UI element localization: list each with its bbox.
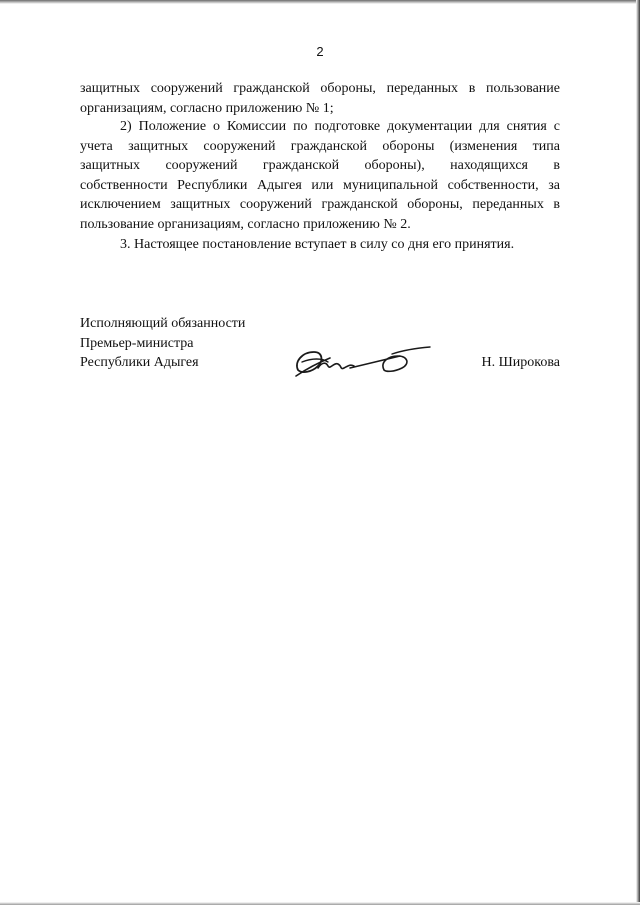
signatory-name: Н. Широкова (481, 355, 560, 370)
text-line: пользование организациям, согласно приложению № 2. (80, 216, 411, 232)
scan-edge-top (0, 0, 640, 4)
text-line: учета защитных сооружений гражданской обороны (изменения типа (80, 138, 560, 154)
text-line: 3. Настоящее постановление вступает в силу со дня его принятия. (120, 237, 515, 252)
text-line: 2) Положение о Комиссии по подготовке документации для снятия с (120, 119, 560, 134)
text-line: собственности Республики Адыгея или муниципальной собственности, за (80, 177, 560, 193)
paragraph-continuation (80, 79, 560, 118)
signatory-title-line: Исполняющий обязанности (80, 316, 246, 331)
paragraph-effective-date (80, 235, 560, 255)
signature-block (80, 314, 560, 373)
scan-edge-right (636, 0, 640, 905)
handwritten-signature-icon (288, 340, 438, 386)
signatory-title-line: Премьер-министра (80, 335, 194, 351)
text-line: защитных сооружений гражданской обороны, переданных в пользование (80, 81, 560, 96)
page-number: 2 (316, 44, 324, 59)
paragraph-commission-regulation (80, 117, 560, 234)
signatory-title-line: Республики Адыгея (80, 355, 199, 370)
text-line: защитных сооружений гражданской обороны), находящихся в (80, 158, 560, 173)
text-line: исключением защитных сооружений гражданской обороны, переданных в (80, 197, 560, 212)
text-line: организациям, согласно приложению № 1; (80, 100, 334, 116)
